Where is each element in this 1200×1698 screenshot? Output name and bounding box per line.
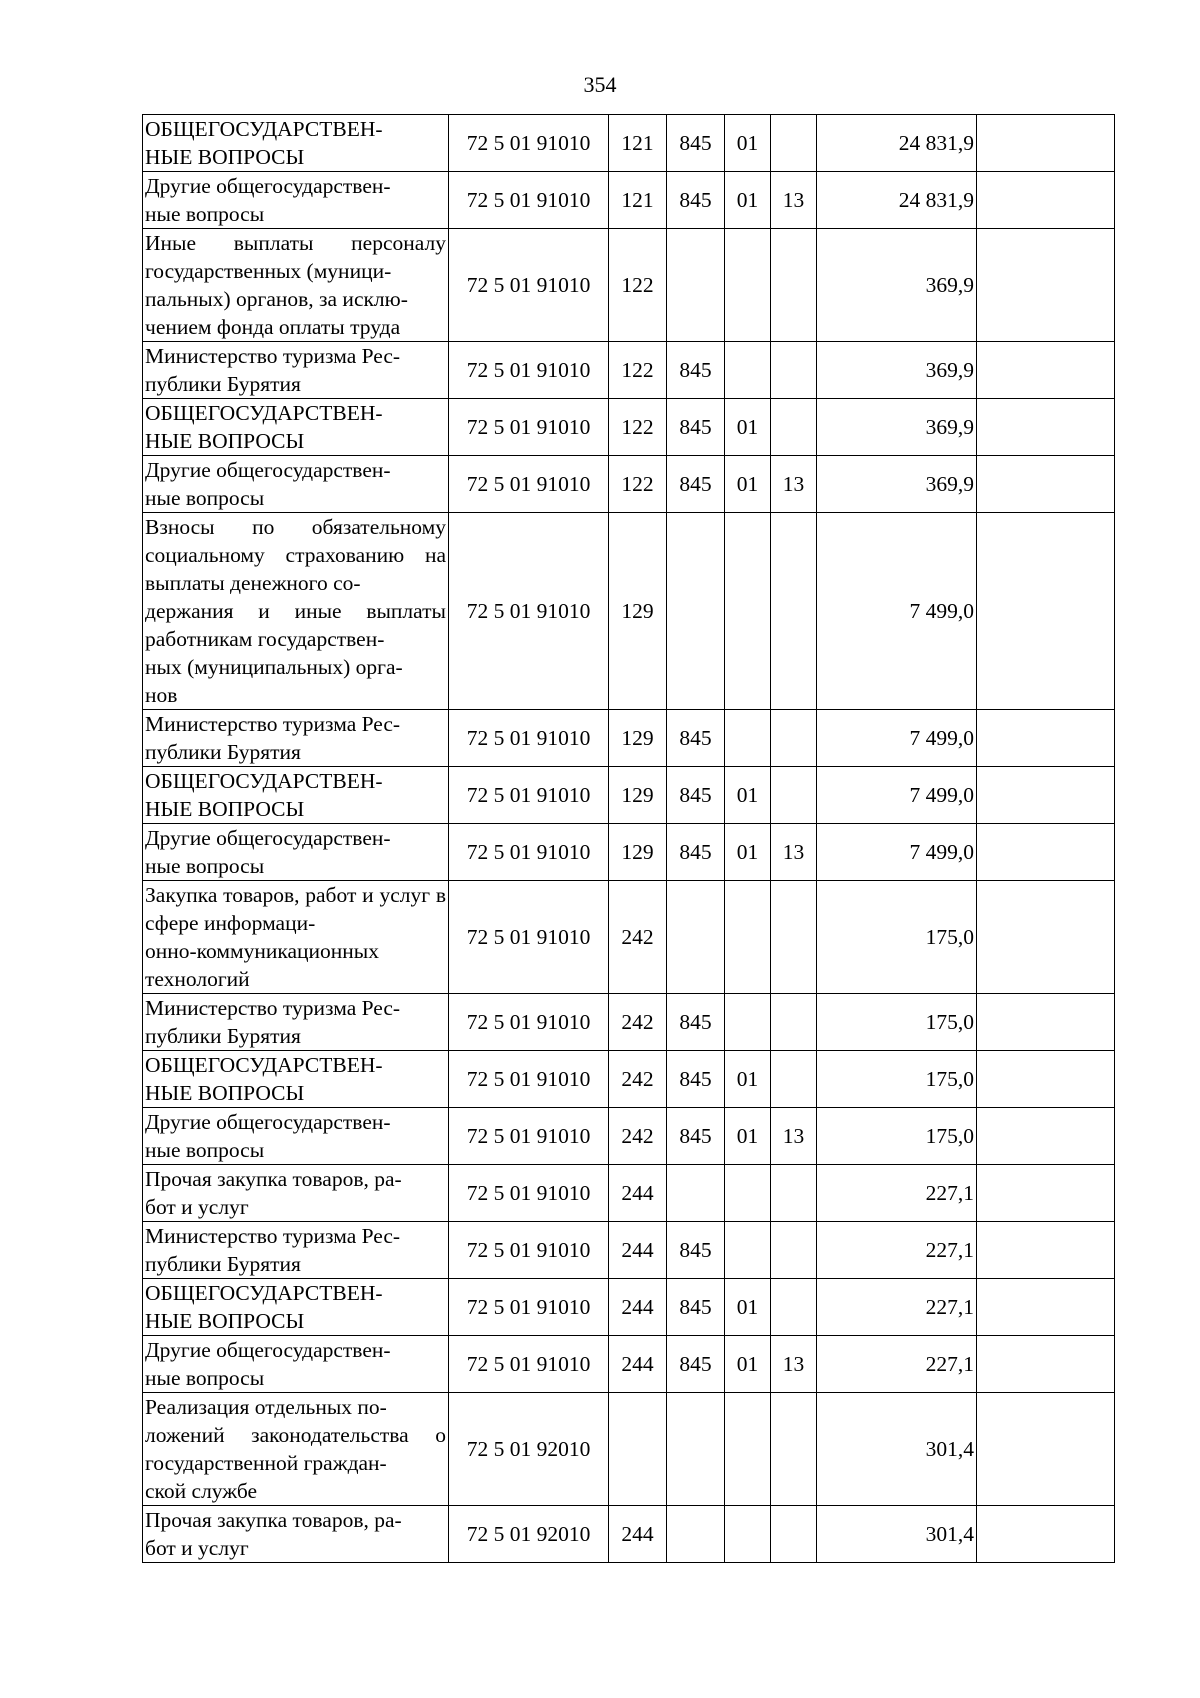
subsection-cell [771,710,817,767]
amount-cell: 24 831,9 [817,172,977,229]
table-row [143,767,1115,824]
department-cell [667,513,725,710]
subsection-cell: 13 [771,456,817,513]
table-row [143,1506,1115,1563]
table-row [143,1051,1115,1108]
department-cell: 845 [667,710,725,767]
expense-type-cell: 121 [609,115,667,172]
extra-cell [977,767,1115,824]
subsection-cell [771,513,817,710]
subsection-cell [771,229,817,342]
target-code-cell: 72 5 01 91010 [449,1051,609,1108]
department-cell: 845 [667,994,725,1051]
section-cell: 01 [725,1279,771,1336]
extra-cell [977,399,1115,456]
department-cell [667,1165,725,1222]
amount-cell: 369,9 [817,456,977,513]
section-cell: 01 [725,399,771,456]
amount-cell: 369,9 [817,399,977,456]
amount-cell: 7 499,0 [817,710,977,767]
row-name-cell: Министерство туризма Рес- публики Бурятия [143,710,449,767]
expense-type-cell: 242 [609,881,667,994]
row-name-cell: Реализация отдельных по- ложений законодательства о государственной граждан- ской службе [143,1393,449,1506]
extra-cell [977,513,1115,710]
subsection-cell [771,1051,817,1108]
row-name-cell: Закупка товаров, работ и услуг в сфере информаци- онно-коммуникационных технологий [143,881,449,994]
subsection-cell [771,115,817,172]
extra-cell [977,994,1115,1051]
expense-type-cell: 129 [609,513,667,710]
amount-cell: 175,0 [817,881,977,994]
section-cell: 01 [725,115,771,172]
department-cell: 845 [667,172,725,229]
target-code-cell: 72 5 01 91010 [449,115,609,172]
table-row [143,1279,1115,1336]
target-code-cell: 72 5 01 91010 [449,1279,609,1336]
target-code-cell: 72 5 01 91010 [449,1108,609,1165]
amount-cell: 227,1 [817,1165,977,1222]
extra-cell [977,1165,1115,1222]
row-name-cell: Другие общегосударствен- ные вопросы [143,1336,449,1393]
extra-cell [977,1279,1115,1336]
row-name-cell: ОБЩЕГОСУДАРСТВЕН- НЫЕ ВОПРОСЫ [143,1279,449,1336]
expense-type-cell: 129 [609,824,667,881]
extra-cell [977,1393,1115,1506]
subsection-cell: 13 [771,824,817,881]
row-name-cell: Иные выплаты персоналу государственных (муници- пальных) органов, за исклю- чением фонда оплаты труда [143,229,449,342]
table-row [143,1393,1115,1506]
table-row [143,172,1115,229]
section-cell [725,710,771,767]
section-cell: 01 [725,172,771,229]
table-row [143,1336,1115,1393]
extra-cell [977,229,1115,342]
row-name-cell: Министерство туризма Рес- публики Бурятия [143,994,449,1051]
target-code-cell: 72 5 01 91010 [449,1336,609,1393]
row-name-cell: ОБЩЕГОСУДАРСТВЕН- НЫЕ ВОПРОСЫ [143,115,449,172]
expense-type-cell: 122 [609,229,667,342]
page-number: 354 [583,72,617,97]
department-cell: 845 [667,767,725,824]
section-cell [725,1165,771,1222]
extra-cell [977,1222,1115,1279]
row-name-cell: Прочая закупка товаров, ра- бот и услуг [143,1506,449,1563]
subsection-cell [771,994,817,1051]
table-row [143,229,1115,342]
department-cell [667,229,725,342]
amount-cell: 227,1 [817,1222,977,1279]
department-cell: 845 [667,1108,725,1165]
table-row [143,456,1115,513]
extra-cell [977,1506,1115,1563]
department-cell: 845 [667,115,725,172]
extra-cell [977,1336,1115,1393]
target-code-cell: 72 5 01 91010 [449,399,609,456]
row-name-cell: ОБЩЕГОСУДАРСТВЕН- НЫЕ ВОПРОСЫ [143,767,449,824]
table-row [143,994,1115,1051]
expense-type-cell: 122 [609,456,667,513]
table-row [143,115,1115,172]
subsection-cell [771,1165,817,1222]
row-name-cell: Министерство туризма Рес- публики Бурятия [143,1222,449,1279]
amount-cell: 301,4 [817,1393,977,1506]
department-cell: 845 [667,342,725,399]
amount-cell: 7 499,0 [817,767,977,824]
amount-cell: 369,9 [817,229,977,342]
subsection-cell [771,1506,817,1563]
subsection-cell [771,1393,817,1506]
section-cell [725,229,771,342]
expense-type-cell: 122 [609,399,667,456]
section-cell [725,342,771,399]
section-cell: 01 [725,1051,771,1108]
amount-cell: 175,0 [817,994,977,1051]
expense-type-cell: 244 [609,1222,667,1279]
amount-cell: 227,1 [817,1279,977,1336]
department-cell [667,1393,725,1506]
budget-table [142,114,1115,1563]
subsection-cell [771,342,817,399]
target-code-cell: 72 5 01 91010 [449,710,609,767]
amount-cell: 227,1 [817,1336,977,1393]
row-name-cell: Прочая закупка товаров, ра- бот и услуг [143,1165,449,1222]
section-cell: 01 [725,1336,771,1393]
expense-type-cell: 242 [609,994,667,1051]
subsection-cell: 13 [771,1108,817,1165]
section-cell [725,881,771,994]
table-row [143,342,1115,399]
expense-type-cell: 129 [609,710,667,767]
table-row [143,881,1115,994]
target-code-cell: 72 5 01 91010 [449,172,609,229]
expense-type-cell: 121 [609,172,667,229]
table-row [143,399,1115,456]
amount-cell: 7 499,0 [817,513,977,710]
table-body [143,115,1115,1563]
target-code-cell: 72 5 01 92010 [449,1506,609,1563]
expense-type-cell: 242 [609,1051,667,1108]
expense-type-cell: 244 [609,1279,667,1336]
subsection-cell [771,881,817,994]
table-row [143,1222,1115,1279]
extra-cell [977,1051,1115,1108]
extra-cell [977,1108,1115,1165]
table-row [143,1108,1115,1165]
department-cell: 845 [667,1051,725,1108]
table-row [143,513,1115,710]
target-code-cell: 72 5 01 91010 [449,229,609,342]
target-code-cell: 72 5 01 91010 [449,994,609,1051]
section-cell [725,1222,771,1279]
department-cell: 845 [667,824,725,881]
department-cell: 845 [667,1279,725,1336]
subsection-cell [771,1279,817,1336]
expense-type-cell: 244 [609,1165,667,1222]
department-cell: 845 [667,399,725,456]
extra-cell [977,710,1115,767]
department-cell [667,1506,725,1563]
row-name-cell: Министерство туризма Рес- публики Бурятия [143,342,449,399]
target-code-cell: 72 5 01 91010 [449,456,609,513]
amount-cell: 175,0 [817,1051,977,1108]
amount-cell: 301,4 [817,1506,977,1563]
section-cell [725,513,771,710]
target-code-cell: 72 5 01 91010 [449,1222,609,1279]
department-cell: 845 [667,456,725,513]
amount-cell: 7 499,0 [817,824,977,881]
expense-type-cell: 242 [609,1108,667,1165]
subsection-cell: 13 [771,1336,817,1393]
section-cell [725,1506,771,1563]
target-code-cell: 72 5 01 91010 [449,824,609,881]
extra-cell [977,456,1115,513]
extra-cell [977,172,1115,229]
amount-cell: 24 831,9 [817,115,977,172]
section-cell: 01 [725,456,771,513]
row-name-cell: Другие общегосударствен- ные вопросы [143,1108,449,1165]
section-cell: 01 [725,824,771,881]
target-code-cell: 72 5 01 91010 [449,881,609,994]
table-row [143,824,1115,881]
section-cell [725,994,771,1051]
target-code-cell: 72 5 01 91010 [449,513,609,710]
amount-cell: 369,9 [817,342,977,399]
expense-type-cell: 129 [609,767,667,824]
extra-cell [977,115,1115,172]
extra-cell [977,342,1115,399]
section-cell: 01 [725,767,771,824]
row-name-cell: Взносы по обязательному социальному страхованию на выплаты денежного со- держания и иные выплаты работникам государствен- ных (муниципальных) орга- нов [143,513,449,710]
target-code-cell: 72 5 01 91010 [449,1165,609,1222]
subsection-cell [771,399,817,456]
subsection-cell [771,1222,817,1279]
table-row [143,1165,1115,1222]
target-code-cell: 72 5 01 91010 [449,767,609,824]
target-code-cell: 72 5 01 91010 [449,342,609,399]
row-name-cell: Другие общегосударствен- ные вопросы [143,456,449,513]
expense-type-cell: 244 [609,1336,667,1393]
subsection-cell [771,767,817,824]
row-name-cell: ОБЩЕГОСУДАРСТВЕН- НЫЕ ВОПРОСЫ [143,399,449,456]
row-name-cell: ОБЩЕГОСУДАРСТВЕН- НЫЕ ВОПРОСЫ [143,1051,449,1108]
extra-cell [977,824,1115,881]
expense-type-cell [609,1393,667,1506]
expense-type-cell: 122 [609,342,667,399]
subsection-cell: 13 [771,172,817,229]
department-cell: 845 [667,1222,725,1279]
department-cell [667,881,725,994]
row-name-cell: Другие общегосударствен- ные вопросы [143,172,449,229]
table-row [143,710,1115,767]
department-cell: 845 [667,1336,725,1393]
section-cell: 01 [725,1108,771,1165]
extra-cell [977,881,1115,994]
expense-type-cell: 244 [609,1506,667,1563]
amount-cell: 175,0 [817,1108,977,1165]
row-name-cell: Другие общегосударствен- ные вопросы [143,824,449,881]
target-code-cell: 72 5 01 92010 [449,1393,609,1506]
section-cell [725,1393,771,1506]
